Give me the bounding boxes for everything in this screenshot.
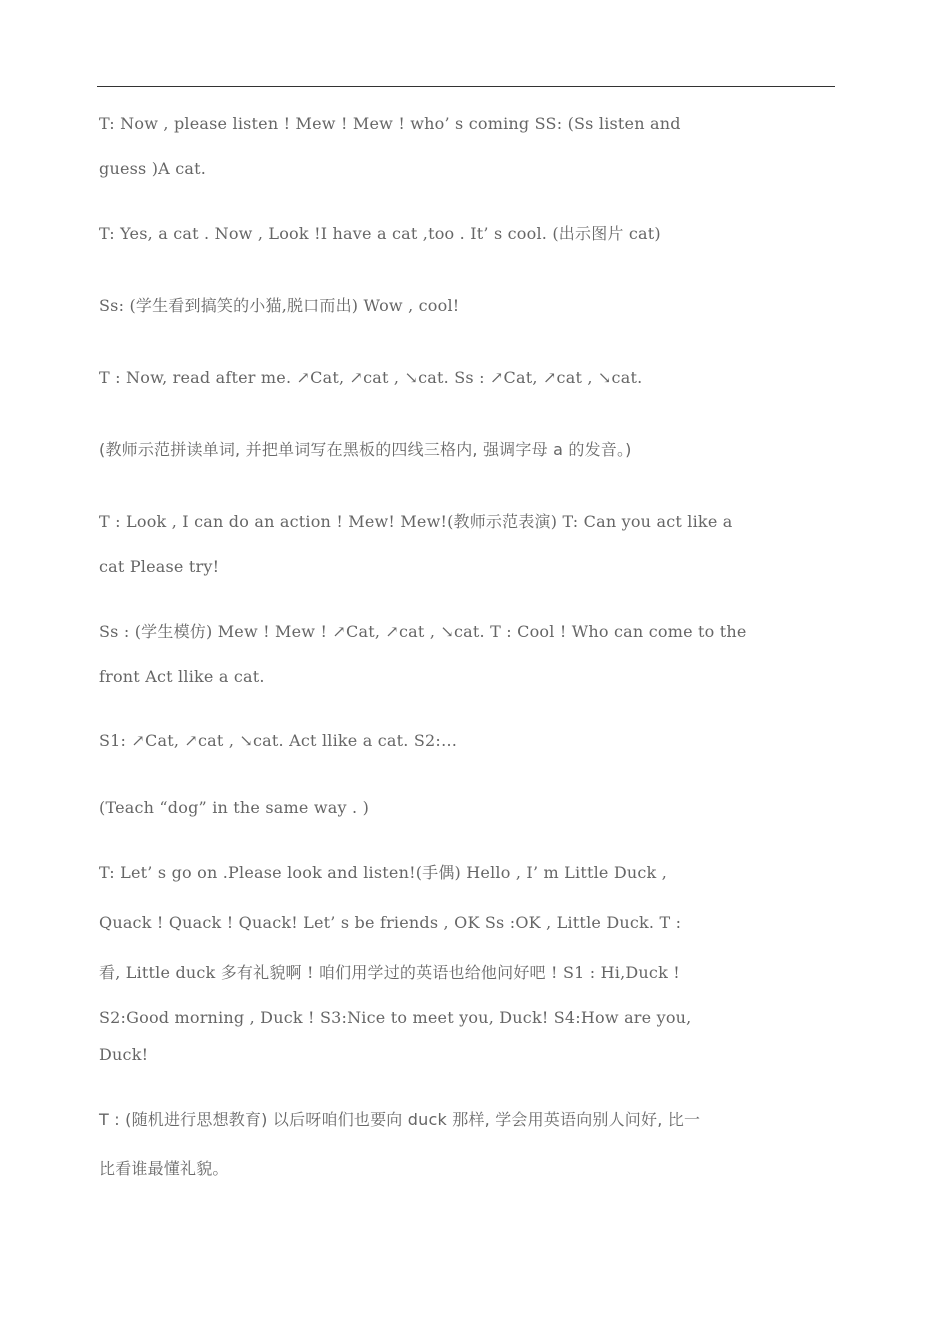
text-line: S2:Good morning , Duck ! S3:Nice to meet you, Duck! S4:How are you,	[99, 1008, 692, 1027]
text-line: Duck!	[99, 1045, 149, 1064]
text-line: (Teach “dog” in the same way . )	[99, 798, 370, 817]
header-rule	[97, 86, 835, 87]
text-line: front Act llike a cat.	[99, 667, 265, 686]
text-line: Ss : (学生模仿) Mew ! Mew ! ↗Cat, ↗cat , ↘cat. T : Cool ! Who can come to the	[99, 622, 747, 641]
text-line: T: Now , please listen ! Mew ! Mew ! who’ s coming SS: (Ss listen and	[99, 114, 681, 133]
text-line: T : Now, read after me. ↗Cat, ↗cat , ↘cat. Ss : ↗Cat, ↗cat , ↘cat.	[99, 368, 643, 387]
text-line: Quack ! Quack ! Quack! Let’ s be friends , OK Ss :OK , Little Duck. T :	[99, 913, 682, 932]
text-line: cat Please try!	[99, 557, 220, 576]
text-line: 看, Little duck 多有礼貌啊 ! 咱们用学过的英语也给他问好吧 ! S1 : Hi,Duck !	[99, 963, 680, 982]
text-line: T: Let’ s go on .Please look and listen!(手偶) Hello , I’ m Little Duck ,	[99, 863, 668, 882]
text-line: guess )A cat.	[99, 159, 207, 178]
text-line: T : Look , I can do an action ! Mew! Mew!(教师示范表演) T: Can you act like a	[99, 512, 733, 531]
text-line: (教师示范拼读单词, 并把单词写在黑板的四线三格内, 强调字母 a 的发音。)	[99, 440, 632, 459]
text-line: Ss: (学生看到搞笑的小猫,脱口而出) Wow , cool!	[99, 296, 460, 315]
text-line: S1: ↗Cat, ↗cat , ↘cat. Act llike a cat. S2:…	[99, 731, 458, 750]
text-line: T: Yes, a cat . Now , Look !I have a cat ,too . It’ s cool. (出示图片 cat)	[99, 224, 661, 243]
text-line: T : (随机进行思想教育) 以后呀咱们也要向 duck 那样, 学会用英语向别人问好, 比一	[99, 1110, 701, 1129]
text-line: 比看谁最懂礼貌。	[99, 1159, 229, 1178]
